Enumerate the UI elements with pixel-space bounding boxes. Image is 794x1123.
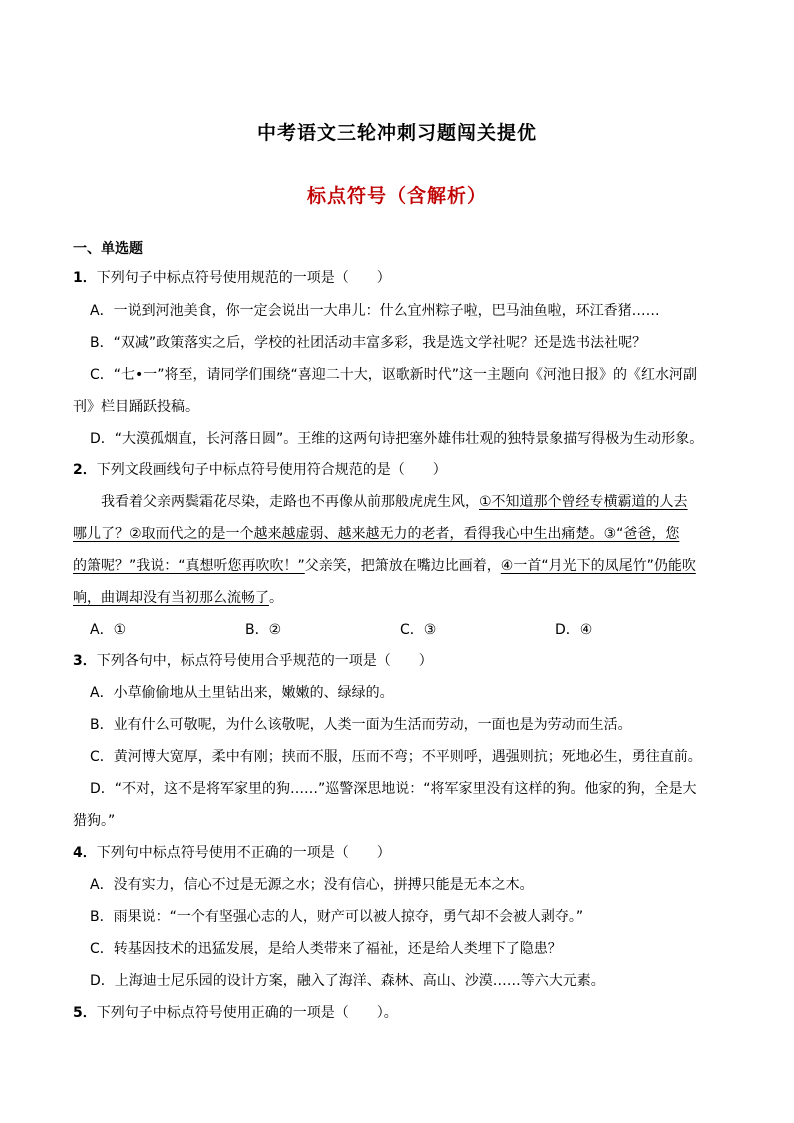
passage-line-3 (73, 556, 696, 576)
passage-line-2 (73, 524, 679, 544)
option-a: A．没有实力，信心不过是无源之水；没有信心，拼搏只能是无本之木。 (90, 877, 534, 893)
question-number: 4． (73, 845, 97, 861)
question-stem: 下列句子中标点符号使用规范的一项是（ ） (96, 270, 391, 286)
document-subtitle: 标点符号（含解析） (306, 185, 487, 207)
question-3 (73, 651, 433, 671)
question-stem: 下列文段画线句子中标点符号使用符合规范的是（ ） (96, 462, 447, 478)
option-b: B．“双减”政策落实之后，学校的社团活动丰富多彩，我是选文学社呢？还是选书法社呢？ (90, 335, 647, 351)
passage-line-1 (73, 492, 688, 512)
question-number: 2． (73, 462, 97, 478)
option-d: D．上海迪士尼乐园的设计方案，融入了海洋、森林、高山、沙漠……等六大元素。 (90, 973, 605, 989)
question-1 (73, 268, 391, 288)
choice-d: D．④ (555, 622, 593, 638)
question-number: 1． (73, 270, 97, 286)
underlined-sentence-3-cont: 的箫呢？”我说：“真想听您再吹吹！” (73, 558, 305, 574)
underlined-sentence-4: ④一首“月光下的凤尾竹”仍能吹 (500, 558, 696, 574)
question-stem: 下列各句中，标点符号使用合乎规范的一项是（ ） (96, 653, 433, 669)
question-5 (73, 1003, 398, 1023)
underlined-sentence-2: 哪儿了？②取而代之的是一个越来越虚弱、越来越无力的老者，看得我心中生出痛楚。 (73, 526, 604, 542)
question-stem: 下列句中标点符号使用不正确的一项是（ ） (96, 845, 391, 861)
question-2 (73, 460, 447, 480)
question-stem: 下列句子中标点符号使用正确的一项是（ ）。 (96, 1005, 398, 1021)
passage-text: 我看着父亲两鬓霜花尽染，走路也不再像从前那般虎虎生风， (73, 494, 479, 510)
passage-text: 父亲笑，把箫放在嘴边比画着， (304, 558, 501, 574)
option-d-continued: 猎狗。” (73, 813, 116, 829)
choice-a: A．① (90, 622, 127, 638)
option-c-continued: 刊》栏目踊跃投稿。 (73, 399, 199, 415)
question-4 (73, 843, 391, 863)
underlined-sentence-1: ①不知道那个曾经专横霸道的人去 (479, 494, 688, 510)
choice-b: B．② (245, 622, 282, 638)
section-heading: 一、单选题 (73, 241, 143, 257)
question-number: 3． (73, 653, 97, 669)
option-c: C．转基因技术的迅猛发展，是给人类带来了福祉，还是给人类埋下了隐患？ (90, 941, 562, 957)
option-d: D．“不对，这不是将军家里的狗……”巡警深思地说：“将军家里没有这样的狗。他家的狗，全是大 (90, 781, 697, 797)
option-b: B．雨果说：“一个有坚强心志的人，财产可以被人掠夺，勇气却不会被人剥夺。” (90, 909, 584, 925)
underlined-sentence-4-cont: 响，曲调却没有当初那么流畅了 (73, 590, 269, 606)
choice-c: C．③ (400, 622, 437, 638)
underlined-sentence-3: ③“爸爸，您 (603, 526, 680, 542)
option-a: A．小草偷偷地从土里钻出来，嫩嫩的、绿绿的。 (90, 685, 394, 701)
passage-line-4 (73, 588, 283, 608)
option-d: D．“大漠孤烟直，长河落日圆”。王维的这两句诗把塞外雄伟壮观的独特景象描写得极为生动形象。 (90, 431, 704, 447)
question-number: 5． (73, 1005, 97, 1021)
option-c: C．“七•一”将至，请同学们围绕“喜迎二十大，讴歌新时代”这一主题向《河池日报》的《红水河副 (90, 367, 698, 383)
document-title: 中考语文三轮冲刺习题闯关提优 (256, 122, 537, 144)
option-a: A．一说到河池美食，你一定会说出一大串儿：什么宜州粽子啦，巴马油鱼啦，环江香猪…… (90, 303, 660, 319)
option-b: B．业有什么可敬呢，为什么该敬呢，人类一面为生活而劳动，一面也是为劳动而生活。 (90, 717, 632, 733)
passage-text: 。 (269, 590, 283, 606)
option-c: C．黄河博大宽厚，柔中有刚；挟而不服，压而不弯；不平则呼，遇强则抗；死地必生，勇往直前。 (90, 749, 702, 765)
